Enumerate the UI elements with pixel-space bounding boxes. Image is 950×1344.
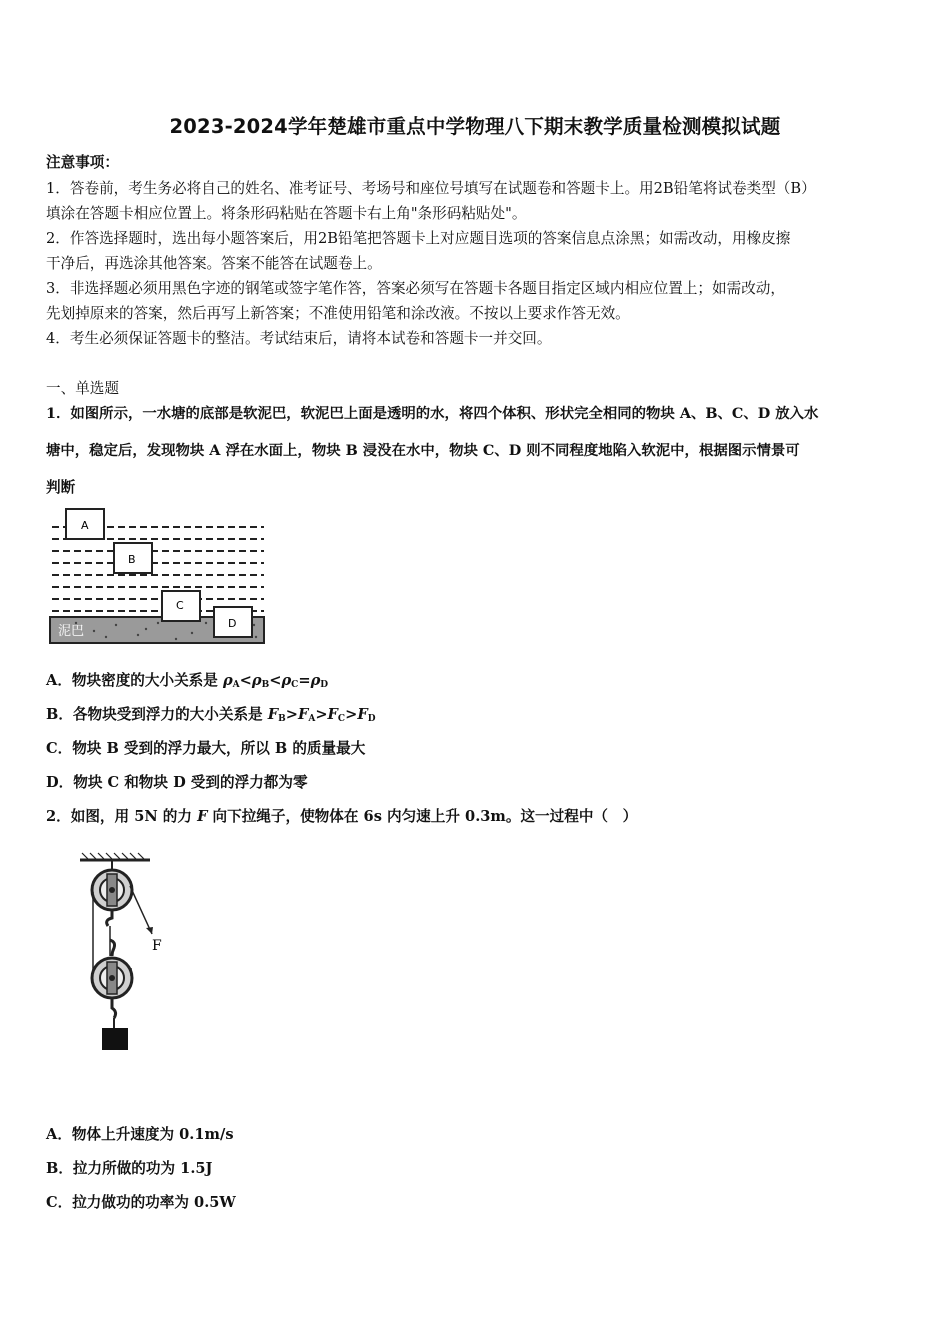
q1-option-a[interactable]: A．物块密度的大小关系是 $\rho_A<\rho_B<\rho_C=\rho_D$ <box>46 672 329 690</box>
notice-heading: 注意事项： <box>46 154 119 171</box>
q2-option-a[interactable]: A．物体上升速度为 0.1m/s <box>46 1126 234 1143</box>
q2-option-c[interactable]: C．拉力做功的功率为 0.5W <box>46 1194 236 1211</box>
question-1-text: 塘中，稳定后，发现物块 A 浮在水面上，物块 B 浸没在水中，物块 C、D 则不同程度地陷入软泥中，根据图示情景可 <box>46 442 800 459</box>
section-heading: 一、单选题 <box>46 380 119 397</box>
notice-line: 2．作答选择题时，选出每小题答案后，用2B铅笔把答题卡上对应题目选项的答案信息点涂黑；如需改动，用橡皮擦 <box>46 230 791 247</box>
question-2-text: 2．如图，用 5N 的力 F 向下拉绳子，使物体在 6s 内匀速上升 0.3m。这一过程中（ ） <box>46 808 638 825</box>
q2-option-b[interactable]: B．拉力所做的功为 1.5J <box>46 1160 213 1177</box>
block-c-label: C <box>176 599 184 612</box>
force-label: F <box>152 938 162 954</box>
mud-label: 泥巴 <box>58 624 85 639</box>
load-block <box>102 1028 128 1050</box>
q1-option-b[interactable]: B．各物块受到浮力的大小关系是 $F_B>F_A>F_C>F_D$ <box>46 706 376 724</box>
page-title: 2023-2024学年楚雄市重点中学物理八下期末教学质量检测模拟试题 <box>169 115 781 138</box>
block-a-label: A <box>81 519 89 532</box>
notice-line: 填涂在答题卡相应位置上。将条形码粘贴在答题卡右上角"条形码粘贴处"。 <box>46 205 527 222</box>
notice-line: 干净后，再选涂其他答案。答案不能答在试题卷上。 <box>46 255 382 272</box>
question-1-text: 1．如图所示，一水塘的底部是软泥巴，软泥巴上面是透明的水，将四个体积、形状完全相同的物块 A、B、C、D 放入水 <box>46 405 819 422</box>
q1-option-c[interactable]: C．物块 B 受到的浮力最大，所以 B 的质量最大 <box>46 740 366 757</box>
pond-figure <box>46 505 268 647</box>
pulley-figure <box>74 852 174 1056</box>
block-d-label: D <box>228 617 237 630</box>
notice-line: 3．非选择题必须用黑色字迹的钢笔或签字笔作答，答案必须写在答题卡各题目指定区域内相应位置上；如需改动， <box>46 280 785 297</box>
notice-line: 4．考生必须保证答题卡的整洁。考试结束后，请将本试卷和答题卡一并交回。 <box>46 330 552 347</box>
question-1-text: 判断 <box>46 479 76 496</box>
block-b-label: B <box>128 553 136 566</box>
notice-line: 先划掉原来的答案，然后再写上新答案；不准使用铅笔和涂改液。不按以上要求作答无效。 <box>46 305 630 322</box>
notice-line: 1．答卷前，考生务必将自己的姓名、准考证号、考场号和座位号填写在试题卷和答题卡上。用2B铅笔将试卷类型（B） <box>46 180 816 197</box>
q1-option-d[interactable]: D．物块 C 和物块 D 受到的浮力都为零 <box>46 774 308 791</box>
